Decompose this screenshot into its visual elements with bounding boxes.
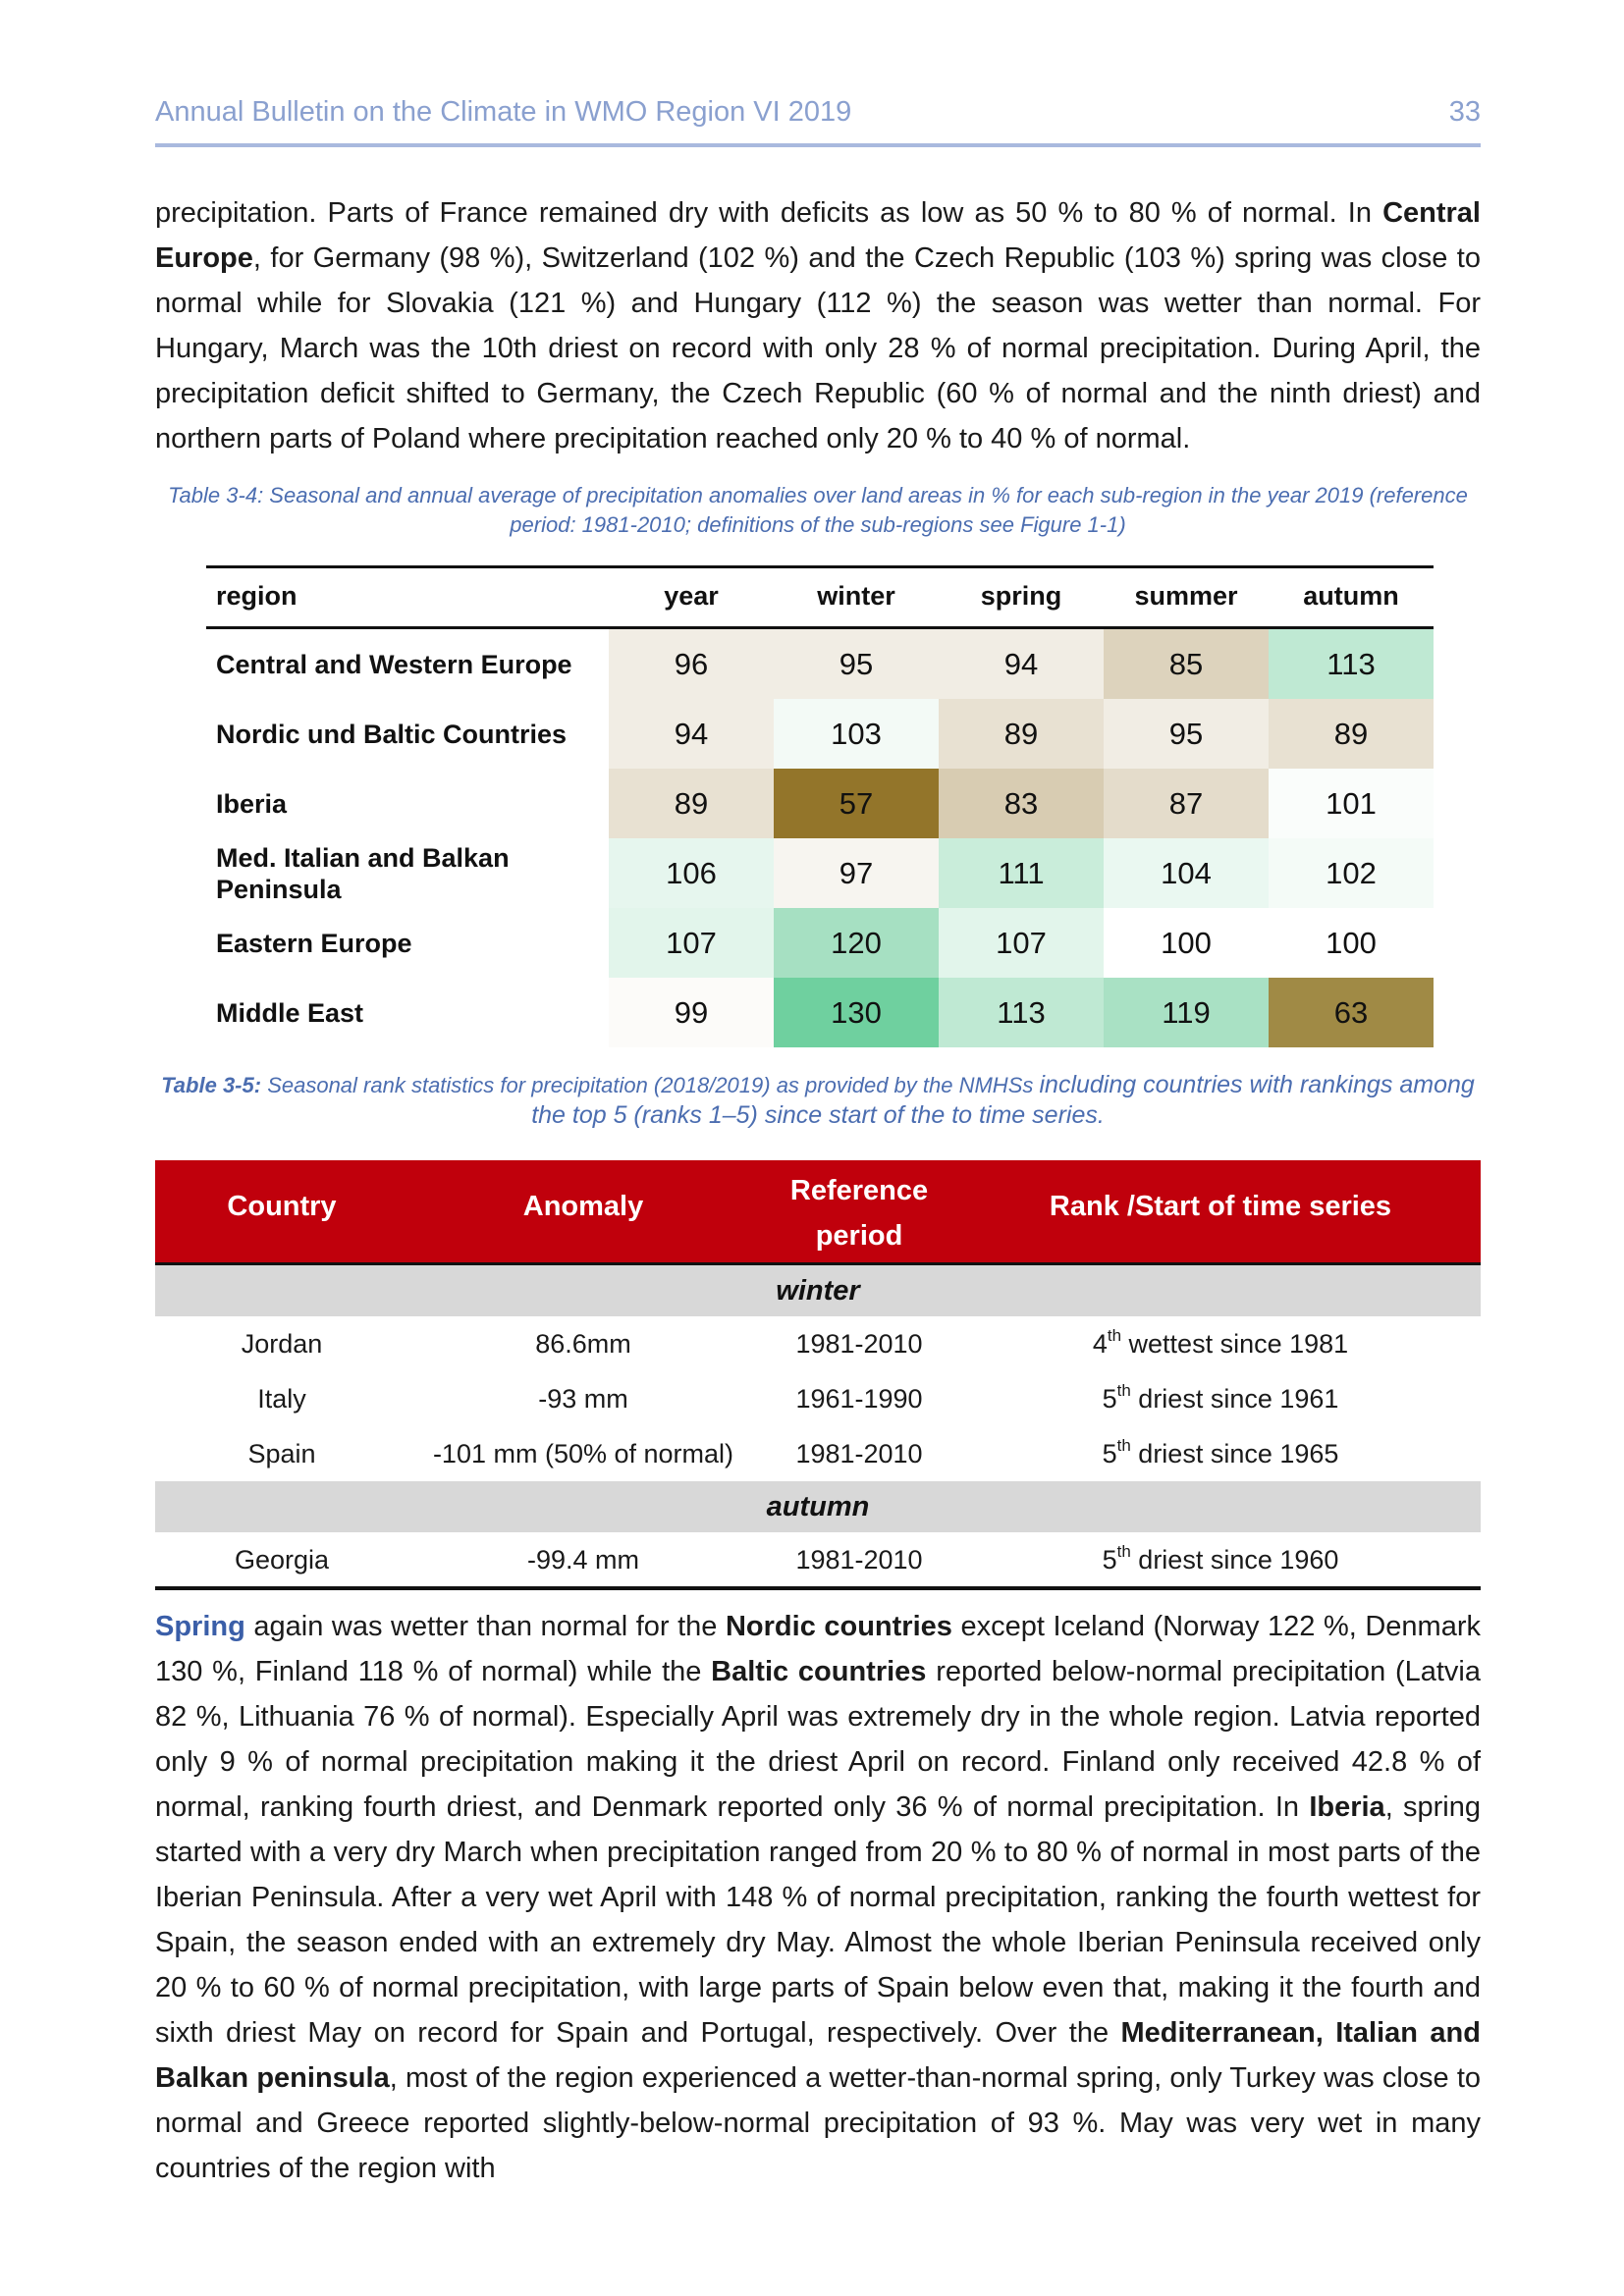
rank-number: 5 [1102,1439,1117,1468]
season-section-autumn: autumn [155,1481,1481,1532]
country-cell: Spain [247,1439,316,1468]
reference-cell: 1981-2010 [795,1545,923,1575]
rank-text: wettest since 1981 [1121,1329,1349,1359]
rank-number: 5 [1102,1545,1117,1575]
rank-text: driest since 1960 [1130,1545,1339,1575]
table-row [155,1371,1481,1426]
col-header-region: region [216,581,298,611]
text-span: reported below-normal precipitation (Latvia 82 %, Lithuania 76 % of normal). Especially April was extremely dry in the whole region. Latvia reported only 9 % of normal precipitation making it the driest April on record. Finland only received 42.8 % of normal, ranking fourth driest, and Denmark reported only 36 % of normal precipitation. In [155,1656,1482,1823]
value-cell: 95 [1104,699,1269,769]
reference-cell: 1981-2010 [795,1329,923,1359]
value-cell: 103 [774,699,939,769]
page-header [155,96,1481,135]
rank-number: 5 [1102,1384,1117,1414]
value-cell: 87 [1104,769,1269,838]
text-span: except Iceland (Norway 122 %, Denmark 130 %, Finland 118 % of normal) while the [155,1611,1481,1687]
paragraph-central-europe [155,190,1481,461]
col-header-year: year [664,581,719,611]
bold-term: Nordic countries [725,1611,952,1642]
bold-term: Baltic countries [711,1656,927,1687]
row-label: Central and Western Europe [216,649,572,679]
value-cell: 130 [774,978,939,1047]
value-cell: 89 [939,699,1104,769]
table-top-rule [206,565,1434,568]
value-cell: 85 [1104,629,1269,699]
value-cell: 111 [939,838,1104,908]
caption-text-large: including countries with rankings among the top 5 (ranks 1–5) since start of the to time series. [531,1071,1475,1129]
rank-cell [960,1532,1481,1587]
table-3-5-header [155,1160,1481,1262]
table-bottom-rule [155,1586,1481,1590]
header-divider [155,143,1481,147]
value-cell: 95 [774,629,939,699]
value-cell: 113 [1269,629,1434,699]
table-row [206,699,1434,769]
table-row [155,1426,1481,1481]
col-header-winter: winter [817,581,895,611]
value-cell: 113 [939,978,1104,1047]
reference-cell: 1961-1990 [795,1384,923,1414]
table-row [206,838,1434,908]
text-span: , most of the region experienced a wetter-than-normal spring, only Turkey was close to normal and Greece reported slightly-below-normal precipitation of 93 %. May was very wet in many countries of the region with [155,2062,1482,2184]
table-3-5-caption [155,1070,1481,1131]
value-cell: 96 [609,629,774,699]
rank-ordinal: th [1116,1436,1131,1455]
value-cell: 119 [1104,978,1269,1047]
bold-term: Central Europe [155,197,1481,274]
value-cell: 99 [609,978,774,1047]
table-3-4-caption: Table 3-4: Seasonal and annual average of precipitation anomalies over land areas in % for each sub-region in the year 2019 (reference period: 1981-2010; definitions of the sub-regions see Figure 1-1) [168,483,1468,537]
col-header-autumn: autumn [1303,581,1399,611]
col-header-rank: Rank /Start of time series [1049,1191,1392,1222]
bulletin-title: Annual Bulletin on the Climate in WMO Region VI 2019 [155,96,852,128]
value-cell: 106 [609,838,774,908]
country-cell: Italy [257,1384,306,1414]
country-cell: Jordan [241,1329,323,1359]
value-cell: 120 [774,908,939,978]
rank-number: 4 [1092,1329,1108,1359]
reference-cell: 1981-2010 [795,1439,923,1468]
caption-text: Seasonal rank statistics for precipitation (2018/2019) as provided by the NMHSs [261,1073,1040,1097]
anomaly-cell: 86.6mm [535,1329,631,1359]
value-cell: 94 [939,629,1104,699]
value-cell: 94 [609,699,774,769]
rank-cell [960,1316,1481,1371]
table-row [155,1532,1481,1587]
col-header-summer: summer [1134,581,1238,611]
value-cell: 63 [1269,978,1434,1047]
bold-term: Mediterranean, Italian and Balkan peninsula [155,2017,1481,2094]
season-section-winter: winter [155,1265,1481,1316]
text-span: , spring started with a very dry March when precipitation ranged from 20 % to 80 % of normal in most parts of the Iberian Peninsula. After a very wet April with 148 % of normal precipitation, ranking the fourth wettest for Spain, the season ended with an extremely dry May. Almost the whole Iberian Peninsula received only 20 % to 60 % of normal precipitation, with large parts of Spain below even that, making it the fourth and sixth driest May on record for Spain and Portugal, respectively. Over the [155,1791,1481,2049]
table-row [206,978,1434,1047]
col-header-country: Country [227,1191,337,1222]
value-cell: 89 [609,769,774,838]
value-cell: 102 [1269,838,1434,908]
anomaly-cell: -101 mm (50% of normal) [432,1439,734,1468]
text-span: , for Germany (98 %), Switzerland (102 %) and the Czech Republic (103 %) spring was close to normal while for Slovakia (121 %) and Hungary (112 %) the season was wetter than normal. For Hungary, March was the 10th driest on record with only 28 % of normal precipitation. During April, the precipitation deficit shifted to Germany, the Czech Republic (60 % of normal and the ninth driest) and northern parts of Poland where precipitation reached only 20 % to 40 % of normal. [155,242,1481,454]
col-header-reference-period [758,1168,960,1258]
rank-ordinal: th [1107,1326,1122,1345]
rank-text: driest since 1965 [1130,1439,1339,1468]
value-cell: 100 [1104,908,1269,978]
col-header-spring: spring [980,581,1062,611]
table-row [206,769,1434,838]
value-cell: 57 [774,769,939,838]
country-cell: Georgia [234,1545,330,1575]
row-label: Med. Italian and Balkan Peninsula [216,842,510,904]
rank-ordinal: th [1116,1542,1131,1561]
header-line: Reference [789,1175,929,1206]
table-row [206,629,1434,699]
value-cell: 104 [1104,838,1269,908]
table-row [206,908,1434,978]
season-term: Spring [155,1611,245,1642]
rank-cell [960,1371,1481,1426]
value-cell: 101 [1269,769,1434,838]
row-label: Eastern Europe [216,928,412,958]
value-cell: 100 [1269,908,1434,978]
row-label: Nordic und Baltic Countries [216,719,568,749]
rank-cell [960,1426,1481,1481]
bold-term: Iberia [1309,1791,1385,1823]
text-span: precipitation. Parts of France remained dry with deficits as low as 50 % to 80 % of normal. In [155,197,1383,229]
col-header-anomaly: Anomaly [522,1191,644,1222]
value-cell: 107 [609,908,774,978]
anomaly-cell: -99.4 mm [526,1545,640,1575]
row-label: Middle East [216,997,364,1028]
paragraph-spring [155,1604,1481,2191]
header-line: period [815,1220,903,1252]
value-cell: 97 [774,838,939,908]
rank-ordinal: th [1116,1381,1131,1400]
rank-text: driest since 1961 [1130,1384,1339,1414]
text-span: again was wetter than normal for the [244,1611,726,1642]
caption-label: Table 3-5: [161,1073,262,1097]
page-number: 33 [1448,96,1481,128]
anomaly-cell: -93 mm [538,1384,628,1414]
table-row [155,1316,1481,1371]
value-cell: 107 [939,908,1104,978]
row-label: Iberia [216,788,288,819]
value-cell: 89 [1269,699,1434,769]
value-cell: 83 [939,769,1104,838]
